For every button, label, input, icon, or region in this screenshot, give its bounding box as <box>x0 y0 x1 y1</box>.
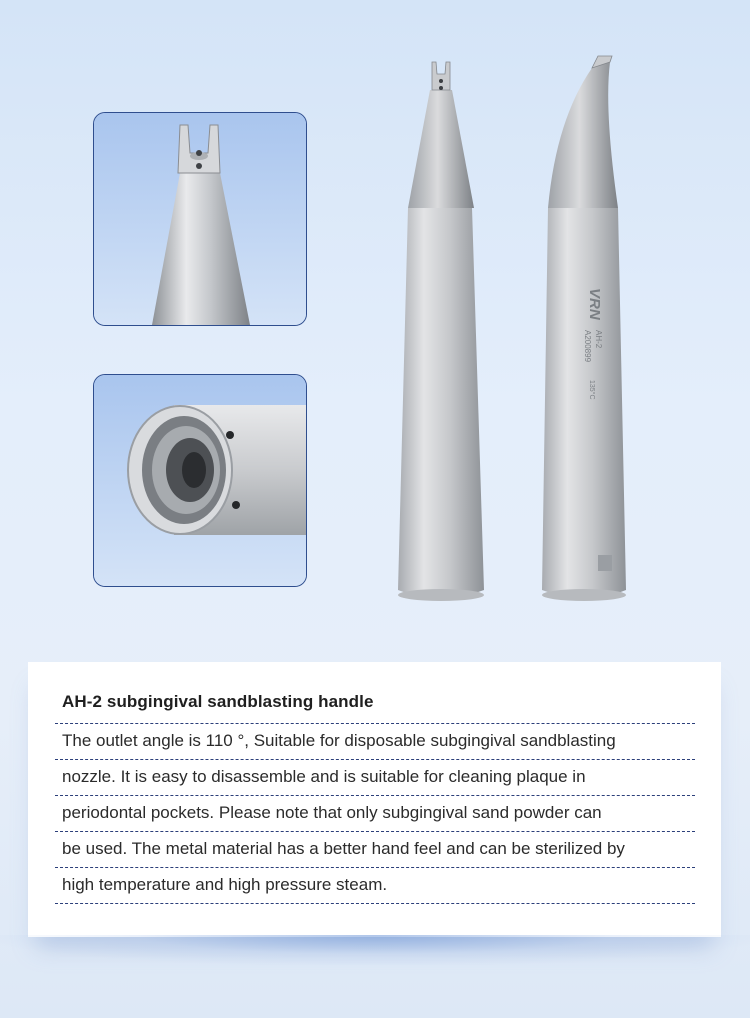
description-line: periodontal pockets. Please note that only subgingival sand powder can <box>62 803 602 822</box>
title-divider <box>55 688 695 724</box>
handle-serial-mark: A200899 <box>583 330 592 363</box>
handle-connector-detail-image <box>93 374 307 587</box>
description-line: high temperature and high pressure steam. <box>62 875 388 894</box>
description-line: The outlet angle is 110 °, Suitable for disposable subgingival sandblasting <box>62 731 616 750</box>
datamatrix-code-icon <box>598 555 612 571</box>
sterilization-mark: 135°C <box>588 380 595 400</box>
handle-brand-mark: VRN <box>586 288 603 320</box>
panel-shadow-glow <box>0 935 750 965</box>
sandblasting-handle-image <box>380 50 660 620</box>
nozzle-tip-detail-image <box>93 112 307 326</box>
product-description-panel <box>28 662 721 937</box>
description-line: be used. The metal material has a better hand feel and can be sterilized by <box>62 839 625 858</box>
description-line: nozzle. It is easy to disassemble and is suitable for cleaning plaque in <box>62 767 586 786</box>
handle-model-mark: AH-2 <box>594 330 603 349</box>
product-title: AH-2 subgingival sandblasting handle <box>62 692 374 711</box>
